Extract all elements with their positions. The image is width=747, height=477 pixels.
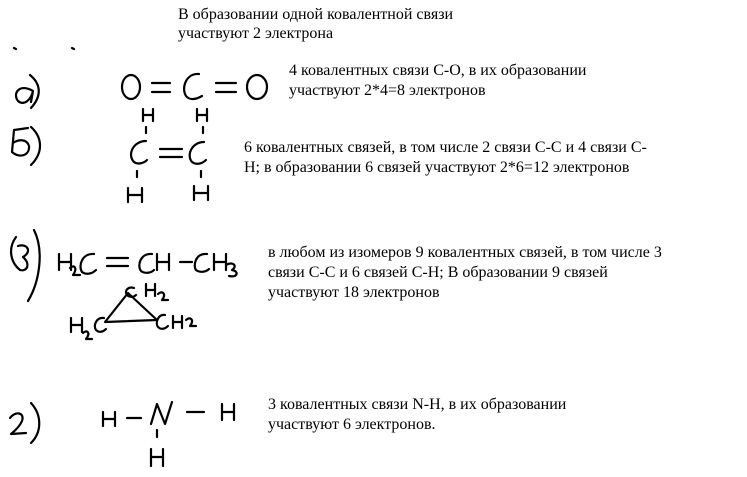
item-c-label	[11, 230, 40, 301]
item-c-explanation: в любом из изомеров 9 ковалентных связей, в том числе 3 связи С-С и 6 связей С-Н; В образовании 9 связей участвуют 18 электронов	[268, 244, 662, 301]
item-d-explanation: 3 ковалентных связи N-H, в их образовании участвуют 6 электронов.	[268, 396, 567, 433]
item-b-explanation: 6 ковалентных связей, в том числе 2 связи С-С и 4 связи С- Н; в образовании 6 связей участвуют 2*6=12 электронов	[244, 139, 647, 176]
item-c-cyclopropane	[71, 284, 196, 339]
item-d-formula	[103, 402, 234, 466]
header-line-2: участвуют 2 электрона	[178, 25, 334, 42]
item-a-label	[16, 75, 39, 108]
item-b-formula	[128, 109, 208, 202]
item-b-label	[12, 127, 40, 165]
item-d-label	[10, 403, 39, 443]
header-line-1: В образовании одной ковалентной связи	[178, 6, 454, 23]
item-c-formula	[59, 254, 237, 276]
item-a-formula	[122, 74, 267, 99]
item-a-explanation: 4 ковалентных связи С-О, в их образовании участвуют 2*4=8 электронов	[289, 62, 587, 99]
stray-ink-marks	[14, 48, 74, 49]
